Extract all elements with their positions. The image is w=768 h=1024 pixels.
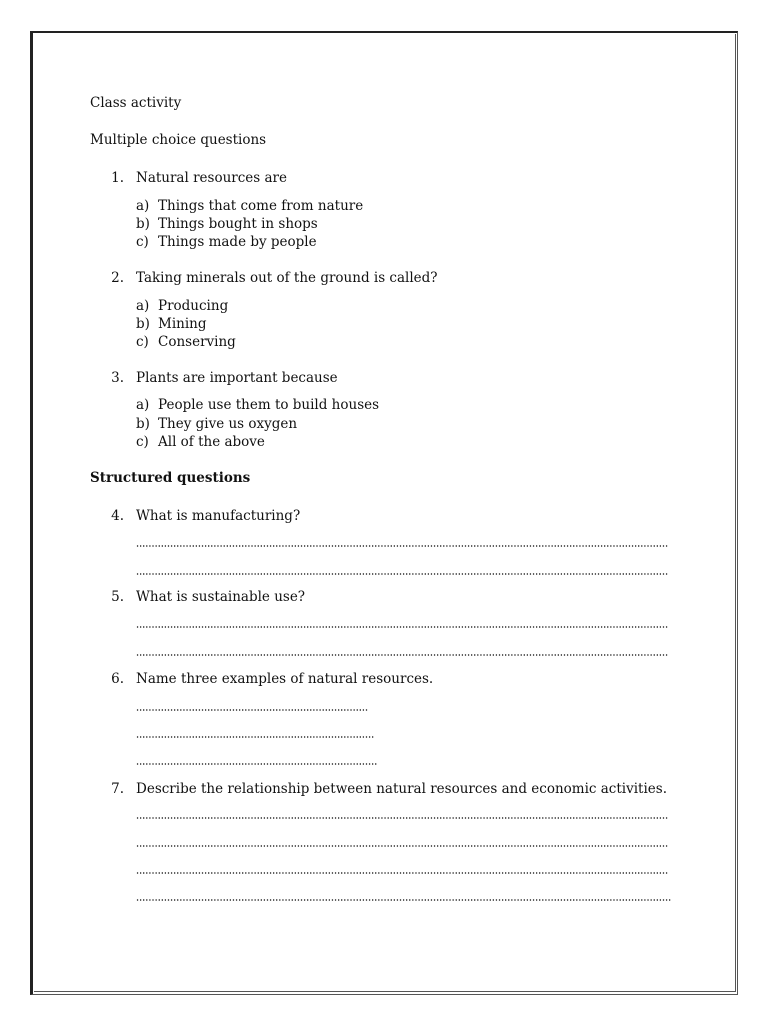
answer-line (136, 654, 668, 656)
question-number: 1. (111, 170, 124, 186)
answer-line (136, 736, 374, 738)
question-number: 4. (111, 508, 124, 524)
answer-line (136, 817, 668, 819)
answer-line (136, 872, 668, 874)
question-text: What is manufacturing? (136, 508, 301, 524)
answer-line (136, 545, 668, 547)
answer-line (136, 626, 668, 628)
question-number: 6. (111, 671, 124, 687)
option-text: Conserving (158, 334, 236, 350)
answer-line (136, 709, 368, 711)
question-text: What is sustainable use? (136, 589, 306, 605)
answer-line (136, 899, 671, 901)
option-letter: c) (136, 434, 149, 450)
question-text: Describe the relationship between natural resources and economic activities. (136, 781, 668, 797)
question-text: Natural resources are (136, 170, 287, 186)
option-text: Things made by people (158, 234, 317, 250)
option-letter: a) (136, 298, 150, 314)
question-number: 7. (111, 781, 124, 797)
option-text: Things bought in shops (158, 216, 318, 232)
answer-line (136, 763, 377, 765)
option-letter: c) (136, 234, 149, 250)
question-text: Name three examples of natural resources. (136, 671, 434, 687)
answer-line (136, 573, 668, 575)
option-text: Mining (158, 316, 207, 332)
option-letter: b) (136, 216, 150, 232)
option-letter: b) (136, 316, 150, 332)
option-text: All of the above (158, 434, 265, 450)
option-text: Things that come from nature (158, 198, 364, 214)
option-text: People use them to build houses (158, 397, 380, 413)
structured-section-heading: Structured questions (90, 470, 251, 486)
question-number: 2. (111, 270, 124, 286)
option-letter: c) (136, 334, 149, 350)
option-letter: b) (136, 416, 150, 432)
option-text: Producing (158, 298, 229, 314)
mcq-section-heading: Multiple choice questions (90, 132, 267, 148)
option-text: They give us oxygen (158, 416, 298, 432)
page-heading: Class activity (90, 95, 182, 111)
option-letter: a) (136, 198, 150, 214)
question-text: Taking minerals out of the ground is called? (136, 270, 438, 286)
question-text: Plants are important because (136, 370, 338, 386)
question-number: 5. (111, 589, 124, 605)
option-letter: a) (136, 397, 150, 413)
question-number: 3. (111, 370, 124, 386)
answer-line (136, 845, 668, 847)
